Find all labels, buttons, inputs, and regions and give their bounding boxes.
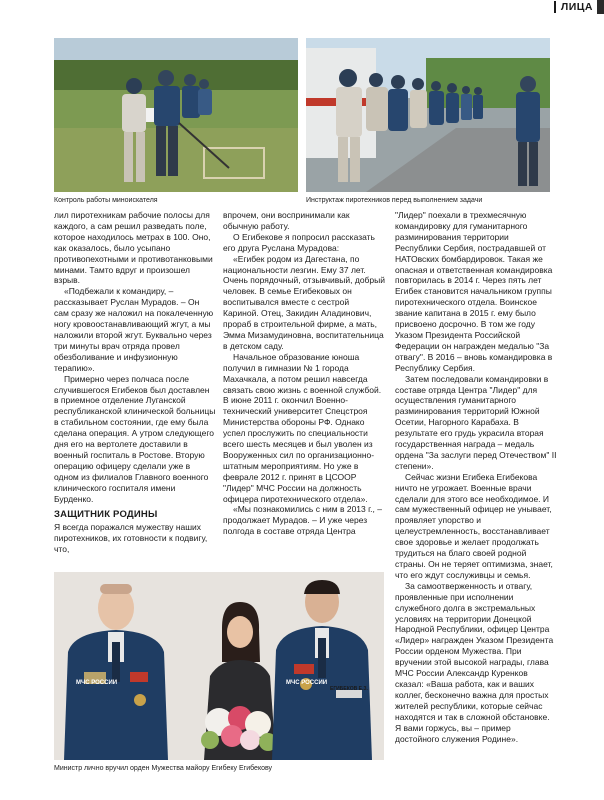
col2-paragraph-5: «Мы познакомились с ним в 2013 г., – продолжает Мурадов. – И уже через полгода в составе отряда Центра [223,504,382,537]
photo-briefing [306,38,550,192]
col3-paragraph-4: За самоотверженность и отвагу, проявленные при исполнении служебного долга в экстремальных условиях на территории Донецкой Народной Республики, офицер Центра «Лидер» награжден Указом Президента России орденом Мужества. При вручении этой высокой награды, глава МЧС России Александр Куренков сказал: «Ваша работа, как и ваших коллег, бесконечно важна для простых жителей республики, которые сейчас находятся и так в сложной обстановке. Я вами горжусь, вы – пример достойного служения Родине». [395,580,554,744]
section-title: ЛИЦА [560,1,593,13]
chevron-label-left: МЧС РОССИИ [76,680,118,686]
text-column-3 [395,210,557,790]
photo-mine-detector [54,38,298,192]
photo-mine-detector-illustration [54,38,298,192]
page-header [554,0,604,14]
col1-paragraph-1: лил пиротехникам рабочие полосы для каждого, а сам решил разведать поле, которое находилось метрах в 100. Оно, как оказалось, было усыпано противопехотными и противотанковыми минами. Тамто вдруг и произошел взрыв. [54,210,213,286]
header-tab-marker [597,0,604,14]
col2-paragraph-2: О Егибекове я попросил рассказать его друга Руслана Мурадова: [223,231,375,253]
col2-paragraph-1: впрочем, они воспринимали как обычную работу. [223,210,350,231]
chevron-label-right: МЧС РОССИИ [286,680,328,686]
col1-paragraph-3: Примерно через полчаса после случившегося Егибеков был доставлен в приемное отделение Луганской республиканской клинической больницы в стабильном состоянии, где ему была сделана операция. А утром следующего дня его на вертолете доставили в военный госпиталь в Ростове. Вторую операцию офицеру сделали уже в одном из филиалов Главного военного клинического госпиталя имени Бурденко. [54,373,216,504]
col1-paragraph-2: «Подбежали к командиру, – рассказывает Руслан Мурадов. – Он сам сразу же наложил на покалеченную ногу кровоостанавливающий жгут, а мы наложили второй жгут. Буквально через три минуты врач отряда провел обезболивание и инфузионную терапию». [54,286,214,373]
caption-award-ceremony: Министр лично вручил орден Мужества майору Егибеку Егибекову [54,765,273,772]
caption-mine-detector: Контроль работы миноискателя [54,197,158,204]
col2-paragraph-3: «Егибек родом из Дагестана, по национальности лезгин. Ему 37 лет. Очень порядочный, отзывчивый, добрый человек. В семье Егибековых он воспитывался вместе с сестрой Кариной. Отец, Закидин Аладинович, прораб в строительной фирме, а мать, Эмма Мизамудиновна, воспитательница в детском саду. [223,253,385,351]
text-column-2 [223,210,385,570]
section-heading: ЗАЩИТНИК РОДИНЫ [54,509,158,521]
col3-paragraph-1: "Лидер" поехали в трехмесячную командировку для гуманитарного разминирования территории Республики Сербия, пострадавшей от НАТОвских бомбардировок. Такая же опасная и ответственная командировка повторилась в 2014 г. Через пять лет Егибек становится начальником группы пиротехнического отдела. Воинское звание капитана в 2015 г. ему было присвоено досрочно. В том же году Указом Президента Российской Федерации он награжден медалью "За отвагу". В 2016 – вновь командировка в Республику Сербия. [395,210,553,373]
name-tag: ЕГИБЕКОВ Е.З. [330,686,368,692]
col1-paragraph-4: Я всегда поражался мужеству наших пиротехников, их готовности к подвигу, что, [54,522,208,555]
caption-briefing: Инструктаж пиротехников перед выполнением задачи [306,197,483,204]
header-separator [554,1,556,13]
photo-award-illustration [54,572,384,760]
col2-paragraph-4: Начальное образование юноша получил в гимназии № 1 города Махачкала, а потом решил навсегда связать свою жизнь с военной службой. В июне 2011 г. окончил Военно-технический университет Спецстроя Министерства обороны РФ. Однако успел прослужить по специальности всего шесть месяцев и был уволен из Вооруженных сил по организационно-штатным мероприятиям. Но уже в феврале 2012 г. принят в ЦСООР "Лидер" МЧС России на должность офицера пиротехнического отдела». [223,351,382,504]
text-column-1 [54,210,216,570]
photo-briefing-illustration [306,38,550,192]
col3-paragraph-3: Сейчас жизни Егибека Егибекова ничто не угрожает. Военные врачи сделали для этого все необходимое. И сам мужественный офицер не унывает, проявляет упорство и целеустремленность, восстанавливает свое здоровье и желает продолжать трудиться на благо своей родной страны. Он не теряет оптимизма, знает, что его ждут сослуживцы и семья. [395,471,553,580]
photo-award-ceremony [54,572,384,760]
col3-paragraph-2: Затем последовали командировки в составе отряда Центра "Лидер" для осуществления гуманитарного разминирования территорий Южной Осетии, Нагорного Карабаха. В результате его грудь украсила вторая государственная награда – медаль ордена "За заслуги перед Отечеством" II степени». [395,373,557,471]
